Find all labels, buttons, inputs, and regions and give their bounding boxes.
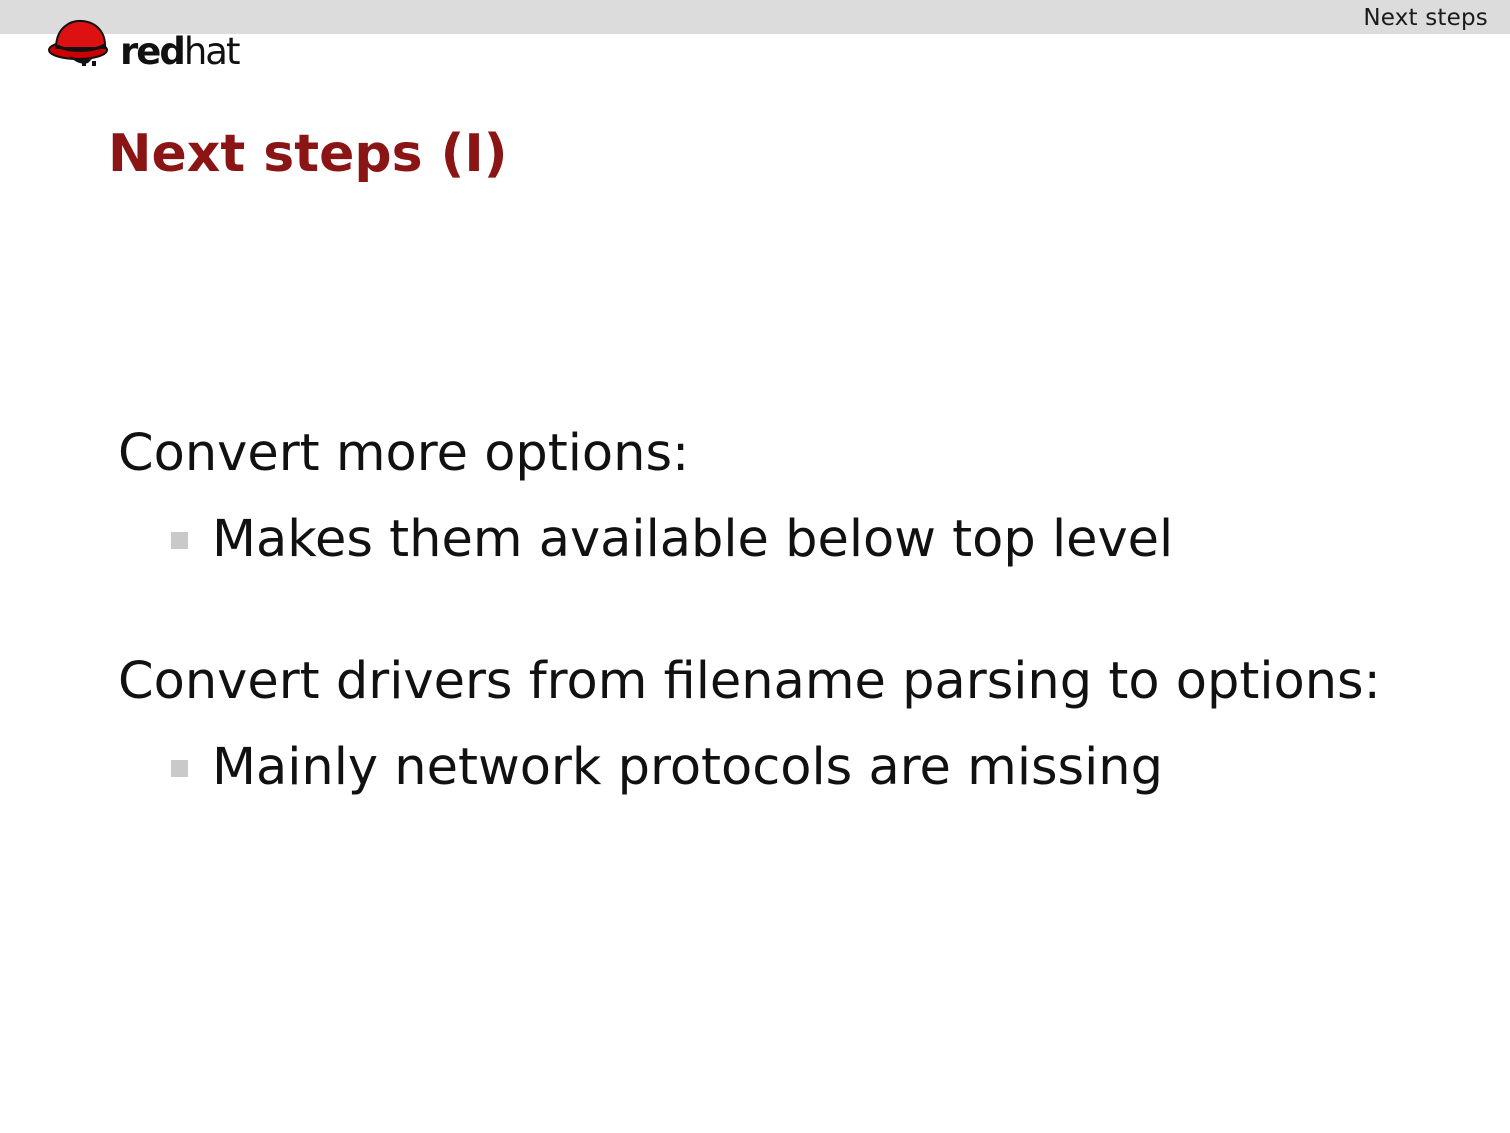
bullet-item <box>118 738 1381 798</box>
block-heading: Convert drivers from filename parsing to options: <box>118 652 1381 711</box>
square-bullet-icon <box>171 532 188 549</box>
block-heading: Convert more options: <box>118 424 690 483</box>
shadowman-hat-icon <box>48 18 114 68</box>
logo-text-hat: hat <box>183 30 239 73</box>
square-bullet-icon <box>171 760 188 777</box>
slide-title: Next steps (I) <box>108 124 508 184</box>
section-title: Next steps <box>1363 5 1488 31</box>
logo-wordmark <box>120 32 238 72</box>
bullet-text: Makes them available below top level <box>212 510 1174 569</box>
content-block-1 <box>118 424 1173 570</box>
logo-text-red: red <box>120 30 184 73</box>
redhat-logo <box>48 18 238 74</box>
bullet-item <box>118 510 1173 570</box>
content-block-2 <box>118 652 1381 798</box>
bullet-text: Mainly network protocols are missing <box>212 738 1163 797</box>
